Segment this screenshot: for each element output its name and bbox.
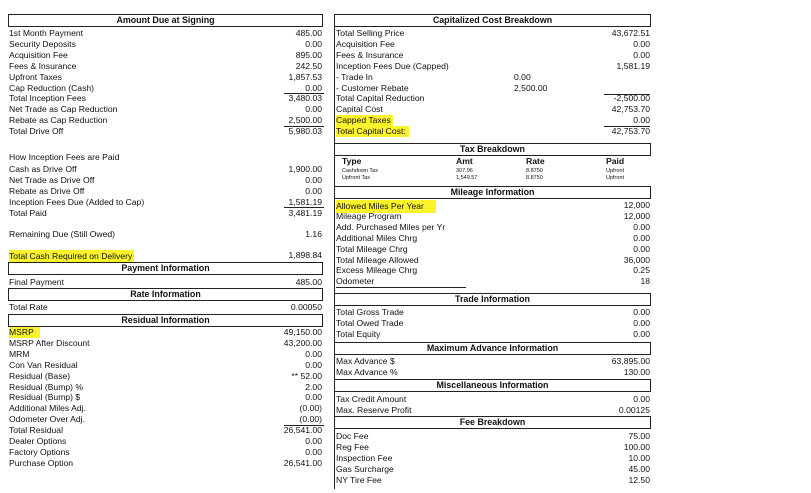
table-row: Total Mileage Allowed 36,000 (336, 254, 650, 265)
table-row: Con Van Residual 0.00 (9, 359, 322, 370)
table-row: - Trade In 0.00 (336, 71, 531, 82)
table-row: Total Residual 26,541.00 (9, 425, 322, 436)
residual-info-header: Residual Information (8, 314, 323, 327)
table-row: Rebate as Cap Reduction 2,500.00 (9, 115, 322, 126)
table-row: Rebate as Drive Off 0.00 (9, 185, 322, 196)
table-row: Cash as Drive Off 1,900.00 (9, 164, 322, 174)
cap-cost-header: Capitalized Cost Breakdown (334, 14, 651, 27)
table-row: Total Capital Reduction -2,500.00 (336, 93, 650, 104)
table-row: MSRP After Discount 43,200.00 (9, 337, 322, 348)
tax-col-rate: Rate (526, 156, 545, 166)
max-advance-header: Maximum Advance Information (334, 342, 651, 355)
table-row: Fees & Insurance 242.50 (9, 60, 322, 71)
cash-required-highlight: Total Cash Required on Delivery (9, 251, 133, 261)
table-row: 1st Month Payment 485.00 (9, 28, 322, 38)
tax-table: Type Amt Rate Paid Cashdown Tax 307.96 8.8750 Upfront Upfront Tax 1,549.57 8.8750 Upfront (342, 156, 625, 181)
table-row: Inspection Fee 10.00 (336, 452, 650, 463)
table-row: Total Owed Trade 0.00 (336, 317, 650, 328)
misc-header: Miscellaneous Information (334, 379, 651, 392)
table-row: Total Rate 0.00050 (9, 302, 322, 312)
table-row: MRM 0.00 (9, 348, 322, 359)
table-row: - Customer Rebate 2,500.00 (336, 82, 548, 93)
table-row: Additional Miles Chrg 0.00 (336, 232, 650, 243)
total-capital-cost-highlight: Total Capital Cost: (336, 126, 409, 137)
rate-info-header: Rate Information (8, 288, 323, 301)
tax-col-type: Type (342, 156, 362, 166)
table-row: Capital Cost 42,753.70 (336, 104, 650, 115)
table-row: Total Cash Required on Delivery 1,898.84 (9, 250, 322, 261)
table-row: Residual (Bump) % 2.00 (9, 381, 322, 392)
tax-col-paid: Paid (606, 156, 625, 166)
fee-header: Fee Breakdown (334, 416, 651, 429)
table-row: Allowed Miles Per Year 12,000 (336, 200, 650, 211)
right-column (334, 0, 652, 493)
table-row: Capped Taxes 0.00 (336, 115, 650, 126)
table-row: Total Equity 0.00 (336, 328, 650, 339)
table-row: Fees & Insurance 0.00 (336, 49, 650, 60)
table-row: Max. Reserve Profit 0.00125 (336, 404, 650, 415)
table-row: Mileage Program 12,000 (336, 210, 650, 221)
allowed-miles-highlight: Allowed Miles Per Year (336, 200, 436, 213)
mileage-header: Mileage Information (334, 186, 651, 199)
table-row: Inception Fees Due (Added to Cap) 1,581.19 (9, 196, 322, 207)
table-row: Total Selling Price 43,672.51 (336, 28, 650, 38)
table-row: Excess Mileage Chrg 0.25 (336, 265, 650, 276)
tax-header: Tax Breakdown (334, 143, 651, 156)
table-row: Security Deposits 0.00 (9, 38, 322, 49)
table-row: Total Inception Fees 3,480.03 (9, 93, 322, 104)
table-row: Dealer Options 0.00 (9, 436, 322, 446)
table-row: MSRP 49,150.00 (9, 327, 322, 337)
table-row: Tax Credit Amount 0.00 (336, 394, 650, 404)
table-row: Add. Purchased Miles per Yr 0.00 (336, 221, 650, 232)
table-row: Upfront Taxes 1,857.53 (9, 71, 322, 82)
table-row: Residual (Bump) $ 0.00 (9, 392, 322, 403)
table-row: Residual (Base) ** 52.00 (9, 370, 322, 381)
table-row: Total Paid 3,481.19 (9, 207, 322, 218)
table-row: Odometer Over Adj. (0.00) (9, 414, 322, 425)
table-row: Cap Reduction (Cash) 0.00 (9, 82, 322, 93)
table-row: Factory Options 0.00 (9, 446, 322, 457)
table-row: Remaining Due (Still Owed) 1.16 (9, 229, 322, 239)
table-row: Max Advance $ 63,895.00 (336, 356, 650, 366)
table-row: Acquisition Fee 0.00 (336, 38, 650, 49)
table-row: Acquisition Fee 895.00 (9, 49, 322, 60)
table-row: Reg Fee 100.00 (336, 441, 650, 452)
capped-taxes-highlight: Capped Taxes (336, 115, 391, 126)
table-row: Net Trade as Drive Off 0.00 (9, 174, 322, 185)
left-column (8, 0, 333, 493)
tax-col-amt: Amt (456, 156, 473, 166)
table-row: Inception Fees Due (Capped) 1,581.19 (336, 60, 650, 71)
table-row: Total Drive Off 5,980.03 (9, 126, 322, 137)
table-row: How Inception Fees are Paid (9, 152, 120, 162)
table-row: Additional Miles Adj. (0.00) (9, 403, 322, 414)
table-row: Final Payment 485.00 (9, 277, 322, 287)
table-row: Total Gross Trade 0.00 (336, 307, 650, 317)
amount-due-header: Amount Due at Signing (8, 14, 323, 27)
trade-header: Trade Information (334, 293, 651, 306)
odometer-rule (336, 287, 466, 288)
table-row: Max Advance % 130.00 (336, 366, 650, 377)
payment-info-header: Payment Information (8, 262, 323, 275)
table-row: Odometer 18 (336, 276, 650, 287)
table-row: Doc Fee 75.00 (336, 431, 650, 441)
table-row: Purchase Option 26,541.00 (9, 457, 322, 468)
table-row: Net Trade as Cap Reduction 0.00 (9, 104, 322, 115)
table-row: NY Tire Fee 12.50 (336, 474, 650, 485)
table-row: Total Capital Cost: 42,753.70 (336, 126, 650, 137)
table-row: Total Mileage Chrg 0.00 (336, 243, 650, 254)
table-row: Gas Surcharge 45.00 (336, 463, 650, 474)
msrp-highlight: MSRP (9, 327, 40, 338)
